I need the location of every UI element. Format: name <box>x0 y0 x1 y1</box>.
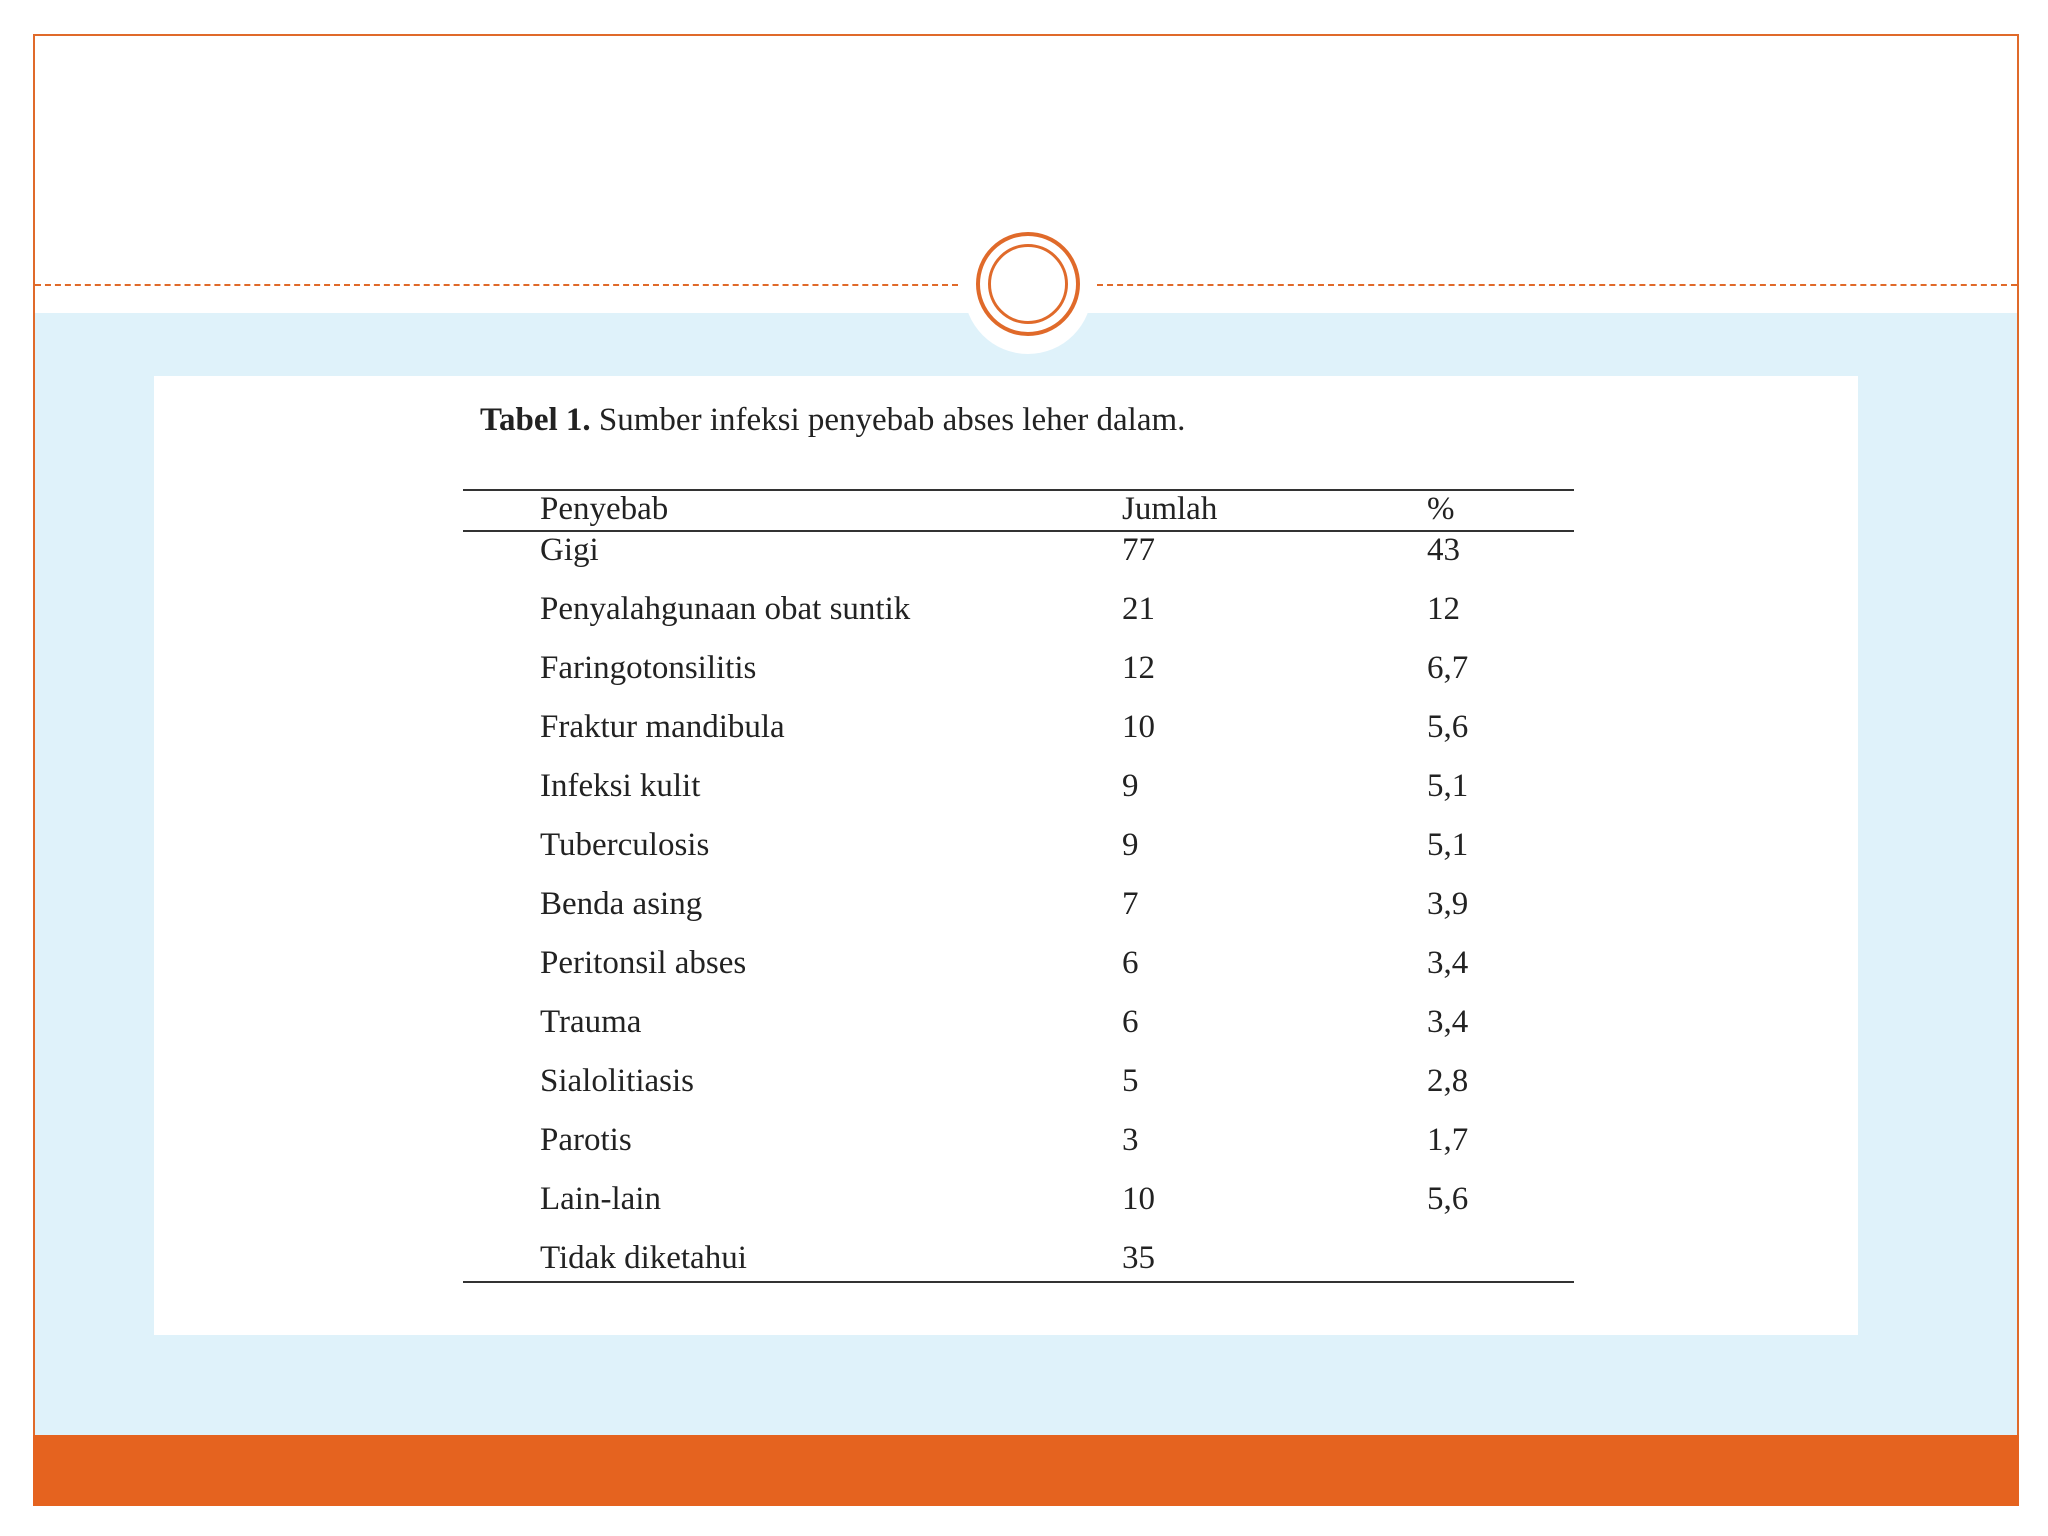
circle-ornament-inner <box>988 244 1068 324</box>
row-count: 35 <box>1122 1240 1155 1276</box>
table-image <box>154 376 1858 1335</box>
caption-text: Sumber infeksi penyebab abses leher dalam. <box>598 402 1186 438</box>
caption-label: Tabel 1. <box>480 402 591 438</box>
row-percent: 5,6 <box>1427 709 1469 745</box>
row-percent: 43 <box>1427 532 1460 568</box>
row-cause: Infeksi kulit <box>540 768 701 804</box>
row-cause: Gigi <box>540 532 599 568</box>
row-cause: Fraktur mandibula <box>540 709 785 745</box>
row-count: 12 <box>1122 650 1155 686</box>
divider-right <box>1097 284 2017 286</box>
row-cause: Faringotonsilitis <box>540 650 757 686</box>
row-count: 9 <box>1122 768 1139 804</box>
row-count: 7 <box>1122 886 1139 922</box>
divider-left <box>35 284 958 286</box>
row-count: 3 <box>1122 1122 1139 1158</box>
row-count: 77 <box>1122 532 1155 568</box>
table-bottom-rule <box>463 1281 1574 1283</box>
row-cause: Peritonsil abses <box>540 945 747 981</box>
row-percent: 2,8 <box>1427 1063 1469 1099</box>
header-jumlah: Jumlah <box>1122 491 1218 527</box>
table-caption <box>480 402 1380 439</box>
row-percent: 12 <box>1427 591 1460 627</box>
row-percent: 3,4 <box>1427 1004 1469 1040</box>
row-cause: Tuberculosis <box>540 827 710 863</box>
row-count: 9 <box>1122 827 1139 863</box>
circle-ornament-icon <box>976 232 1080 336</box>
row-cause: Trauma <box>540 1004 642 1040</box>
header-percent: % <box>1427 491 1455 527</box>
row-cause: Parotis <box>540 1122 632 1158</box>
table-header-rule <box>463 530 1574 532</box>
row-cause: Tidak diketahui <box>540 1240 747 1276</box>
row-cause: Penyalahgunaan obat suntik <box>540 591 911 627</box>
row-percent: 1,7 <box>1427 1122 1469 1158</box>
row-percent: 6,7 <box>1427 650 1469 686</box>
row-count: 10 <box>1122 709 1155 745</box>
row-percent: 5,6 <box>1427 1181 1469 1217</box>
row-cause: Sialolitiasis <box>540 1063 695 1099</box>
row-count: 6 <box>1122 945 1139 981</box>
row-percent: 3,4 <box>1427 945 1469 981</box>
row-percent: 5,1 <box>1427 827 1469 863</box>
row-count: 21 <box>1122 591 1155 627</box>
footer-bar <box>33 1435 2019 1506</box>
header-penyebab: Penyebab <box>540 491 669 527</box>
row-cause: Benda asing <box>540 886 703 922</box>
row-percent: 5,1 <box>1427 768 1469 804</box>
row-count: 5 <box>1122 1063 1139 1099</box>
row-count: 6 <box>1122 1004 1139 1040</box>
row-percent: 3,9 <box>1427 886 1469 922</box>
row-cause: Lain-lain <box>540 1181 661 1217</box>
row-count: 10 <box>1122 1181 1155 1217</box>
